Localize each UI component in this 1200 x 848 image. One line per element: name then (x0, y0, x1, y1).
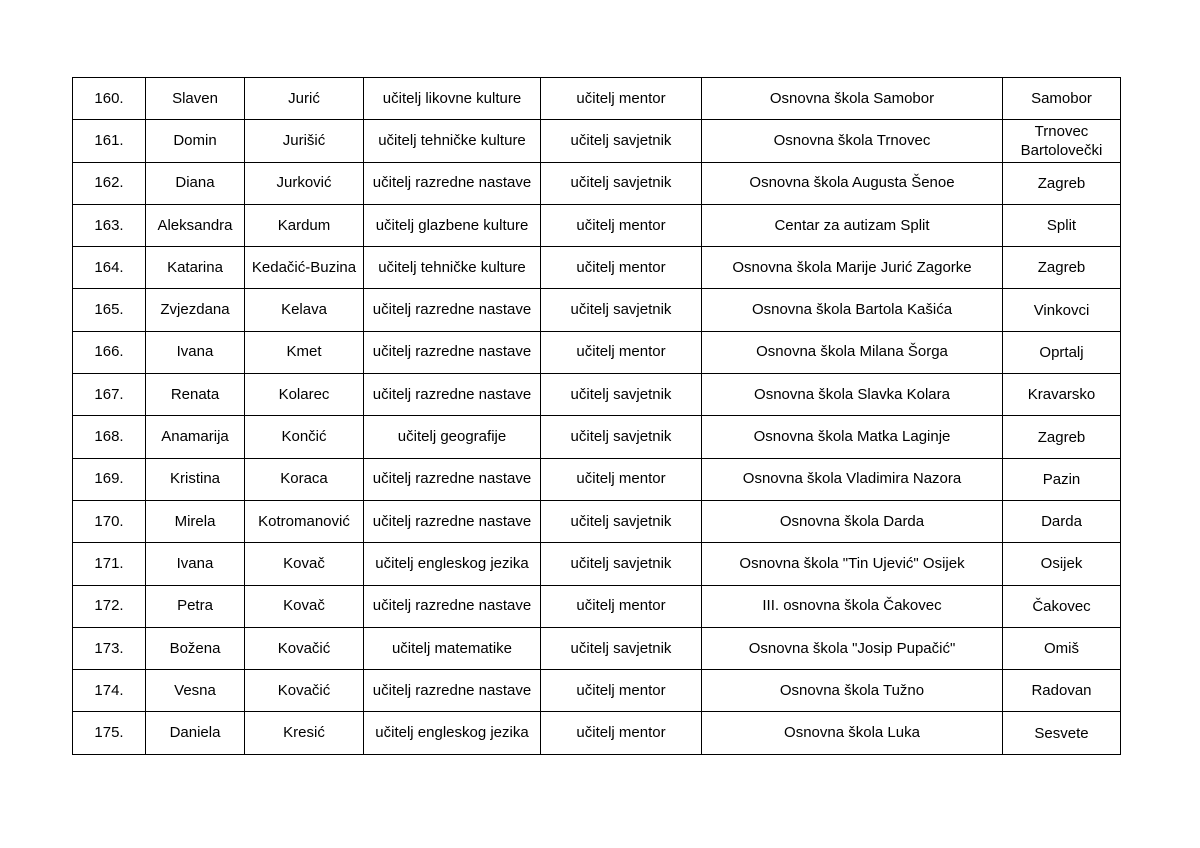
first-name-cell: Daniela (146, 712, 245, 754)
school-cell: Osnovna škola Matka Laginje (702, 416, 1003, 458)
city-cell: Samobor (1003, 78, 1121, 120)
city-cell: Radovan (1003, 670, 1121, 712)
city-cell: Trnovec Bartolovečki (1003, 120, 1121, 162)
school-cell: Osnovna škola Slavka Kolara (702, 374, 1003, 416)
position-cell: učitelj geografije (364, 416, 541, 458)
table-row (73, 204, 1121, 246)
title-cell: učitelj mentor (541, 712, 702, 754)
last-name-cell: Kelava (245, 289, 364, 331)
school-cell: Osnovna škola "Josip Pupačić" (702, 627, 1003, 669)
row-number-cell: 168. (73, 416, 146, 458)
position-cell: učitelj engleskog jezika (364, 543, 541, 585)
last-name-cell: Kovač (245, 585, 364, 627)
city-cell: Split (1003, 204, 1121, 246)
first-name-cell: Diana (146, 162, 245, 204)
position-cell: učitelj razredne nastave (364, 500, 541, 542)
last-name-cell: Kotromanović (245, 500, 364, 542)
title-cell: učitelj savjetnik (541, 627, 702, 669)
position-cell: učitelj razredne nastave (364, 374, 541, 416)
position-cell: učitelj razredne nastave (364, 289, 541, 331)
row-number-cell: 166. (73, 331, 146, 373)
position-cell: učitelj likovne kulture (364, 78, 541, 120)
row-number-cell: 165. (73, 289, 146, 331)
row-number-cell: 161. (73, 120, 146, 162)
table-row (73, 712, 1121, 754)
last-name-cell: Jurišić (245, 120, 364, 162)
first-name-cell: Renata (146, 374, 245, 416)
school-cell: Osnovna škola "Tin Ujević" Osijek (702, 543, 1003, 585)
row-number-cell: 163. (73, 204, 146, 246)
table-row (73, 120, 1121, 162)
title-cell: učitelj savjetnik (541, 543, 702, 585)
last-name-cell: Jurković (245, 162, 364, 204)
row-number-cell: 164. (73, 247, 146, 289)
first-name-cell: Vesna (146, 670, 245, 712)
table-row (73, 416, 1121, 458)
table-row (73, 500, 1121, 542)
last-name-cell: Kovačić (245, 670, 364, 712)
title-cell: učitelj savjetnik (541, 120, 702, 162)
school-cell: Osnovna škola Trnovec (702, 120, 1003, 162)
row-number-cell: 162. (73, 162, 146, 204)
school-cell: Osnovna škola Tužno (702, 670, 1003, 712)
last-name-cell: Koraca (245, 458, 364, 500)
table-row (73, 458, 1121, 500)
last-name-cell: Kovač (245, 543, 364, 585)
title-cell: učitelj mentor (541, 670, 702, 712)
city-cell: Vinkovci (1003, 289, 1121, 331)
row-number-cell: 170. (73, 500, 146, 542)
position-cell: učitelj razredne nastave (364, 670, 541, 712)
city-cell: Zagreb (1003, 247, 1121, 289)
city-cell: Darda (1003, 500, 1121, 542)
city-cell: Zagreb (1003, 162, 1121, 204)
first-name-cell: Kristina (146, 458, 245, 500)
city-cell: Pazin (1003, 458, 1121, 500)
teachers-table (72, 77, 1121, 755)
school-cell: Osnovna škola Vladimira Nazora (702, 458, 1003, 500)
row-number-cell: 171. (73, 543, 146, 585)
position-cell: učitelj glazbene kulture (364, 204, 541, 246)
position-cell: učitelj engleskog jezika (364, 712, 541, 754)
school-cell: III. osnovna škola Čakovec (702, 585, 1003, 627)
row-number-cell: 172. (73, 585, 146, 627)
title-cell: učitelj savjetnik (541, 416, 702, 458)
title-cell: učitelj savjetnik (541, 500, 702, 542)
position-cell: učitelj razredne nastave (364, 162, 541, 204)
school-cell: Osnovna škola Darda (702, 500, 1003, 542)
city-cell: Zagreb (1003, 416, 1121, 458)
last-name-cell: Jurić (245, 78, 364, 120)
first-name-cell: Petra (146, 585, 245, 627)
table-row (73, 374, 1121, 416)
title-cell: učitelj mentor (541, 247, 702, 289)
title-cell: učitelj mentor (541, 458, 702, 500)
city-cell: Sesvete (1003, 712, 1121, 754)
first-name-cell: Zvjezdana (146, 289, 245, 331)
position-cell: učitelj matematike (364, 627, 541, 669)
first-name-cell: Ivana (146, 331, 245, 373)
title-cell: učitelj savjetnik (541, 162, 702, 204)
row-number-cell: 169. (73, 458, 146, 500)
city-cell: Osijek (1003, 543, 1121, 585)
first-name-cell: Božena (146, 627, 245, 669)
last-name-cell: Kardum (245, 204, 364, 246)
city-cell: Omiš (1003, 627, 1121, 669)
table-row (73, 331, 1121, 373)
row-number-cell: 175. (73, 712, 146, 754)
school-cell: Osnovna škola Augusta Šenoe (702, 162, 1003, 204)
table-row (73, 162, 1121, 204)
title-cell: učitelj savjetnik (541, 374, 702, 416)
table-body (73, 78, 1121, 755)
school-cell: Osnovna škola Marije Jurić Zagorke (702, 247, 1003, 289)
last-name-cell: Kolarec (245, 374, 364, 416)
table-row (73, 247, 1121, 289)
position-cell: učitelj razredne nastave (364, 331, 541, 373)
last-name-cell: Kmet (245, 331, 364, 373)
table-row (73, 78, 1121, 120)
table-row (73, 543, 1121, 585)
position-cell: učitelj razredne nastave (364, 458, 541, 500)
school-cell: Osnovna škola Luka (702, 712, 1003, 754)
first-name-cell: Aleksandra (146, 204, 245, 246)
school-cell: Osnovna škola Samobor (702, 78, 1003, 120)
title-cell: učitelj mentor (541, 331, 702, 373)
row-number-cell: 160. (73, 78, 146, 120)
table-row (73, 289, 1121, 331)
title-cell: učitelj mentor (541, 204, 702, 246)
last-name-cell: Kedačić-Buzina (245, 247, 364, 289)
title-cell: učitelj mentor (541, 78, 702, 120)
first-name-cell: Slaven (146, 78, 245, 120)
position-cell: učitelj tehničke kulture (364, 120, 541, 162)
table-row (73, 627, 1121, 669)
position-cell: učitelj razredne nastave (364, 585, 541, 627)
city-cell: Kravarsko (1003, 374, 1121, 416)
first-name-cell: Ivana (146, 543, 245, 585)
first-name-cell: Domin (146, 120, 245, 162)
row-number-cell: 174. (73, 670, 146, 712)
row-number-cell: 173. (73, 627, 146, 669)
document-sheet (72, 77, 1121, 755)
last-name-cell: Kresić (245, 712, 364, 754)
position-cell: učitelj tehničke kulture (364, 247, 541, 289)
school-cell: Centar za autizam Split (702, 204, 1003, 246)
row-number-cell: 167. (73, 374, 146, 416)
city-cell: Oprtalj (1003, 331, 1121, 373)
city-cell: Čakovec (1003, 585, 1121, 627)
title-cell: učitelj savjetnik (541, 289, 702, 331)
first-name-cell: Mirela (146, 500, 245, 542)
school-cell: Osnovna škola Bartola Kašića (702, 289, 1003, 331)
last-name-cell: Končić (245, 416, 364, 458)
table-row (73, 585, 1121, 627)
first-name-cell: Katarina (146, 247, 245, 289)
title-cell: učitelj mentor (541, 585, 702, 627)
table-row (73, 670, 1121, 712)
school-cell: Osnovna škola Milana Šorga (702, 331, 1003, 373)
last-name-cell: Kovačić (245, 627, 364, 669)
first-name-cell: Anamarija (146, 416, 245, 458)
